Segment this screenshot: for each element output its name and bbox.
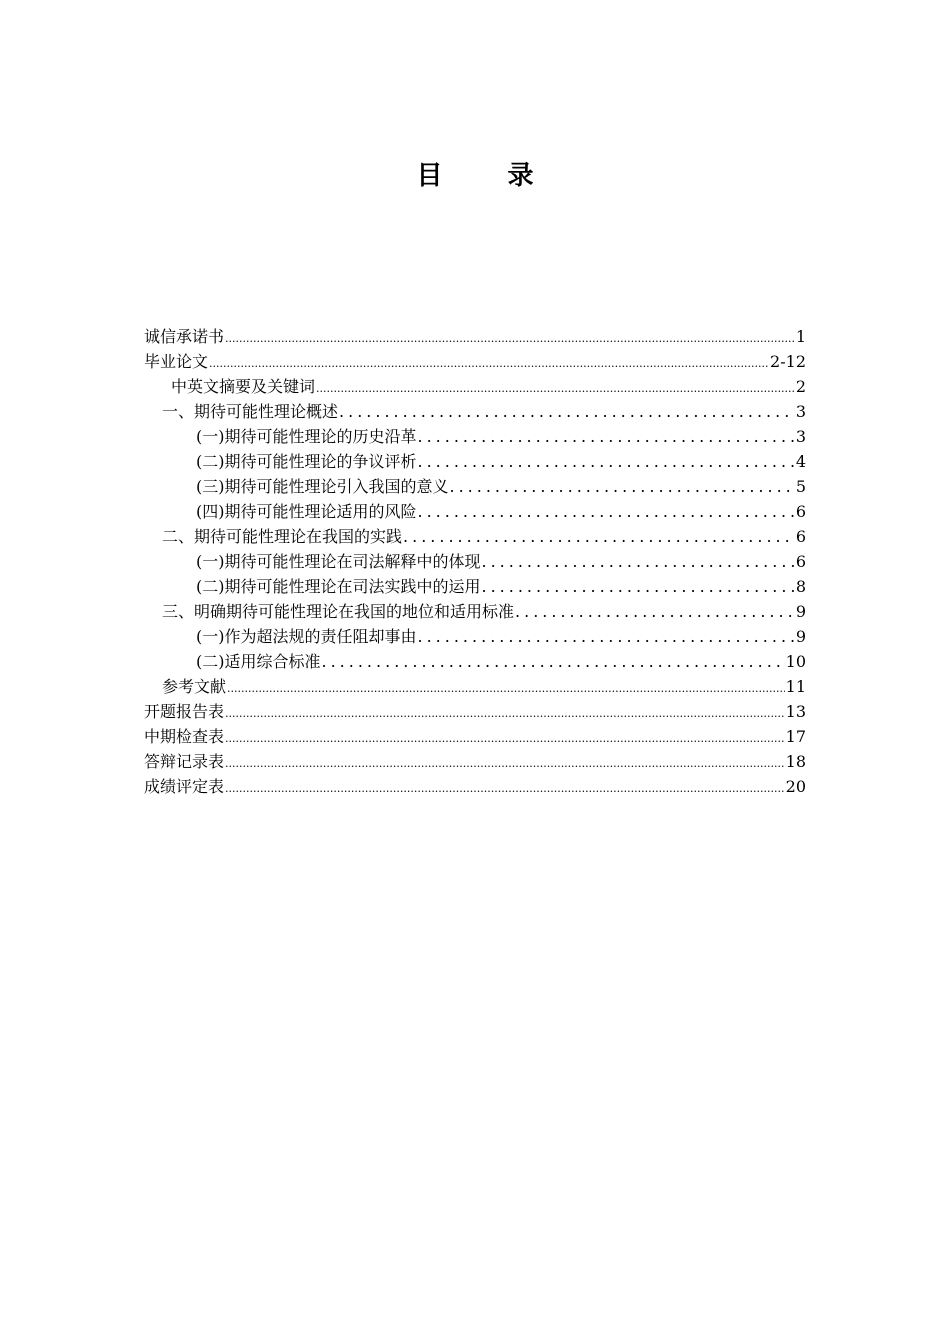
toc-page-number: 13 <box>785 702 806 721</box>
toc-page-number: 17 <box>785 727 806 746</box>
toc-entry[interactable] <box>144 499 806 524</box>
toc-entry[interactable] <box>144 399 806 424</box>
toc-leader-dots <box>515 599 795 624</box>
toc-page-number: 3 <box>795 427 806 446</box>
toc-entry-label: 中期检查表 <box>144 727 225 746</box>
toc-entry-label: 开题报告表 <box>144 702 225 721</box>
toc-entry-label: 成绩评定表 <box>144 777 225 796</box>
table-of-contents <box>144 324 806 799</box>
toc-entry-label: (一)期待可能性理论在司法解释中的体现 <box>196 552 481 571</box>
toc-page-number: 9 <box>795 602 806 621</box>
toc-entry-label: 一、期待可能性理论概述 <box>162 402 339 421</box>
toc-leader-dots <box>403 524 795 549</box>
toc-page-number: 3 <box>795 402 806 421</box>
toc-page-number: 2 <box>795 377 806 396</box>
toc-entry[interactable] <box>144 624 806 649</box>
toc-page-number: 6 <box>795 527 806 546</box>
toc-page-number: 11 <box>785 677 806 696</box>
toc-entry-label: 中英文摘要及关键词 <box>171 377 316 396</box>
toc-leader-dots <box>225 776 785 801</box>
toc-entry-label: 二、期待可能性理论在我国的实践 <box>162 527 403 546</box>
toc-entry-label: 参考文献 <box>162 677 227 696</box>
toc-entry-label: (三)期待可能性理论引入我国的意义 <box>196 477 449 496</box>
toc-page-number: 6 <box>795 552 806 571</box>
toc-entry[interactable] <box>144 599 806 624</box>
toc-leader-dots <box>418 624 795 649</box>
toc-entry-label: (二)期待可能性理论的争议评析 <box>196 452 417 471</box>
toc-entry-label: 三、明确期待可能性理论在我国的地位和适用标准 <box>162 602 515 621</box>
toc-page-number: 9 <box>795 627 806 646</box>
toc-entry[interactable] <box>144 349 806 374</box>
toc-leader-dots <box>225 751 785 776</box>
toc-page-number: 8 <box>795 577 806 596</box>
toc-entry[interactable] <box>144 524 806 549</box>
toc-entry-label: 诚信承诺书 <box>144 327 225 346</box>
toc-leader-dots <box>339 399 795 424</box>
toc-entry-label: (一)作为超法规的责任阻却事由 <box>196 627 417 646</box>
toc-page-number: 6 <box>795 502 806 521</box>
toc-entry[interactable] <box>144 774 806 799</box>
toc-entry[interactable] <box>144 749 806 774</box>
toc-leader-dots <box>322 649 785 674</box>
toc-leader-dots <box>450 474 795 499</box>
toc-page-number: 18 <box>785 752 806 771</box>
toc-leader-dots <box>418 499 795 524</box>
toc-entry[interactable] <box>144 574 806 599</box>
toc-entry[interactable] <box>144 374 806 399</box>
toc-entry[interactable] <box>144 549 806 574</box>
toc-entry-label: (二)适用综合标准 <box>196 652 321 671</box>
toc-entry-label: (四)期待可能性理论适用的风险 <box>196 502 417 521</box>
toc-page-number: 4 <box>795 452 806 471</box>
toc-leader-dots <box>225 326 795 351</box>
toc-leader-dots <box>225 701 785 726</box>
toc-entry[interactable] <box>144 424 806 449</box>
toc-entry-label: (二)期待可能性理论在司法实践中的运用 <box>196 577 481 596</box>
toc-entry[interactable] <box>144 324 806 349</box>
toc-entry-label: 答辩记录表 <box>144 752 225 771</box>
toc-entry[interactable] <box>144 449 806 474</box>
toc-entry[interactable] <box>144 699 806 724</box>
toc-entry[interactable] <box>144 724 806 749</box>
toc-entry[interactable] <box>144 649 806 674</box>
toc-leader-dots <box>225 726 785 751</box>
toc-leader-dots <box>482 549 795 574</box>
page-title: 目 录 <box>416 161 562 191</box>
toc-leader-dots <box>227 676 785 701</box>
toc-entry[interactable] <box>144 474 806 499</box>
toc-leader-dots <box>316 376 795 401</box>
toc-entry[interactable] <box>144 674 806 699</box>
toc-page-number: 20 <box>785 777 806 796</box>
toc-leader-dots <box>209 351 769 376</box>
toc-page-number: 2-12 <box>770 352 806 371</box>
toc-page-number: 10 <box>785 652 806 671</box>
toc-entry-label: 毕业论文 <box>144 352 209 371</box>
toc-leader-dots <box>418 449 795 474</box>
toc-leader-dots <box>482 574 795 599</box>
toc-page-number: 5 <box>795 477 806 496</box>
toc-page-number: 1 <box>795 327 806 346</box>
toc-leader-dots <box>418 424 795 449</box>
toc-entry-label: (一)期待可能性理论的历史沿革 <box>196 427 417 446</box>
